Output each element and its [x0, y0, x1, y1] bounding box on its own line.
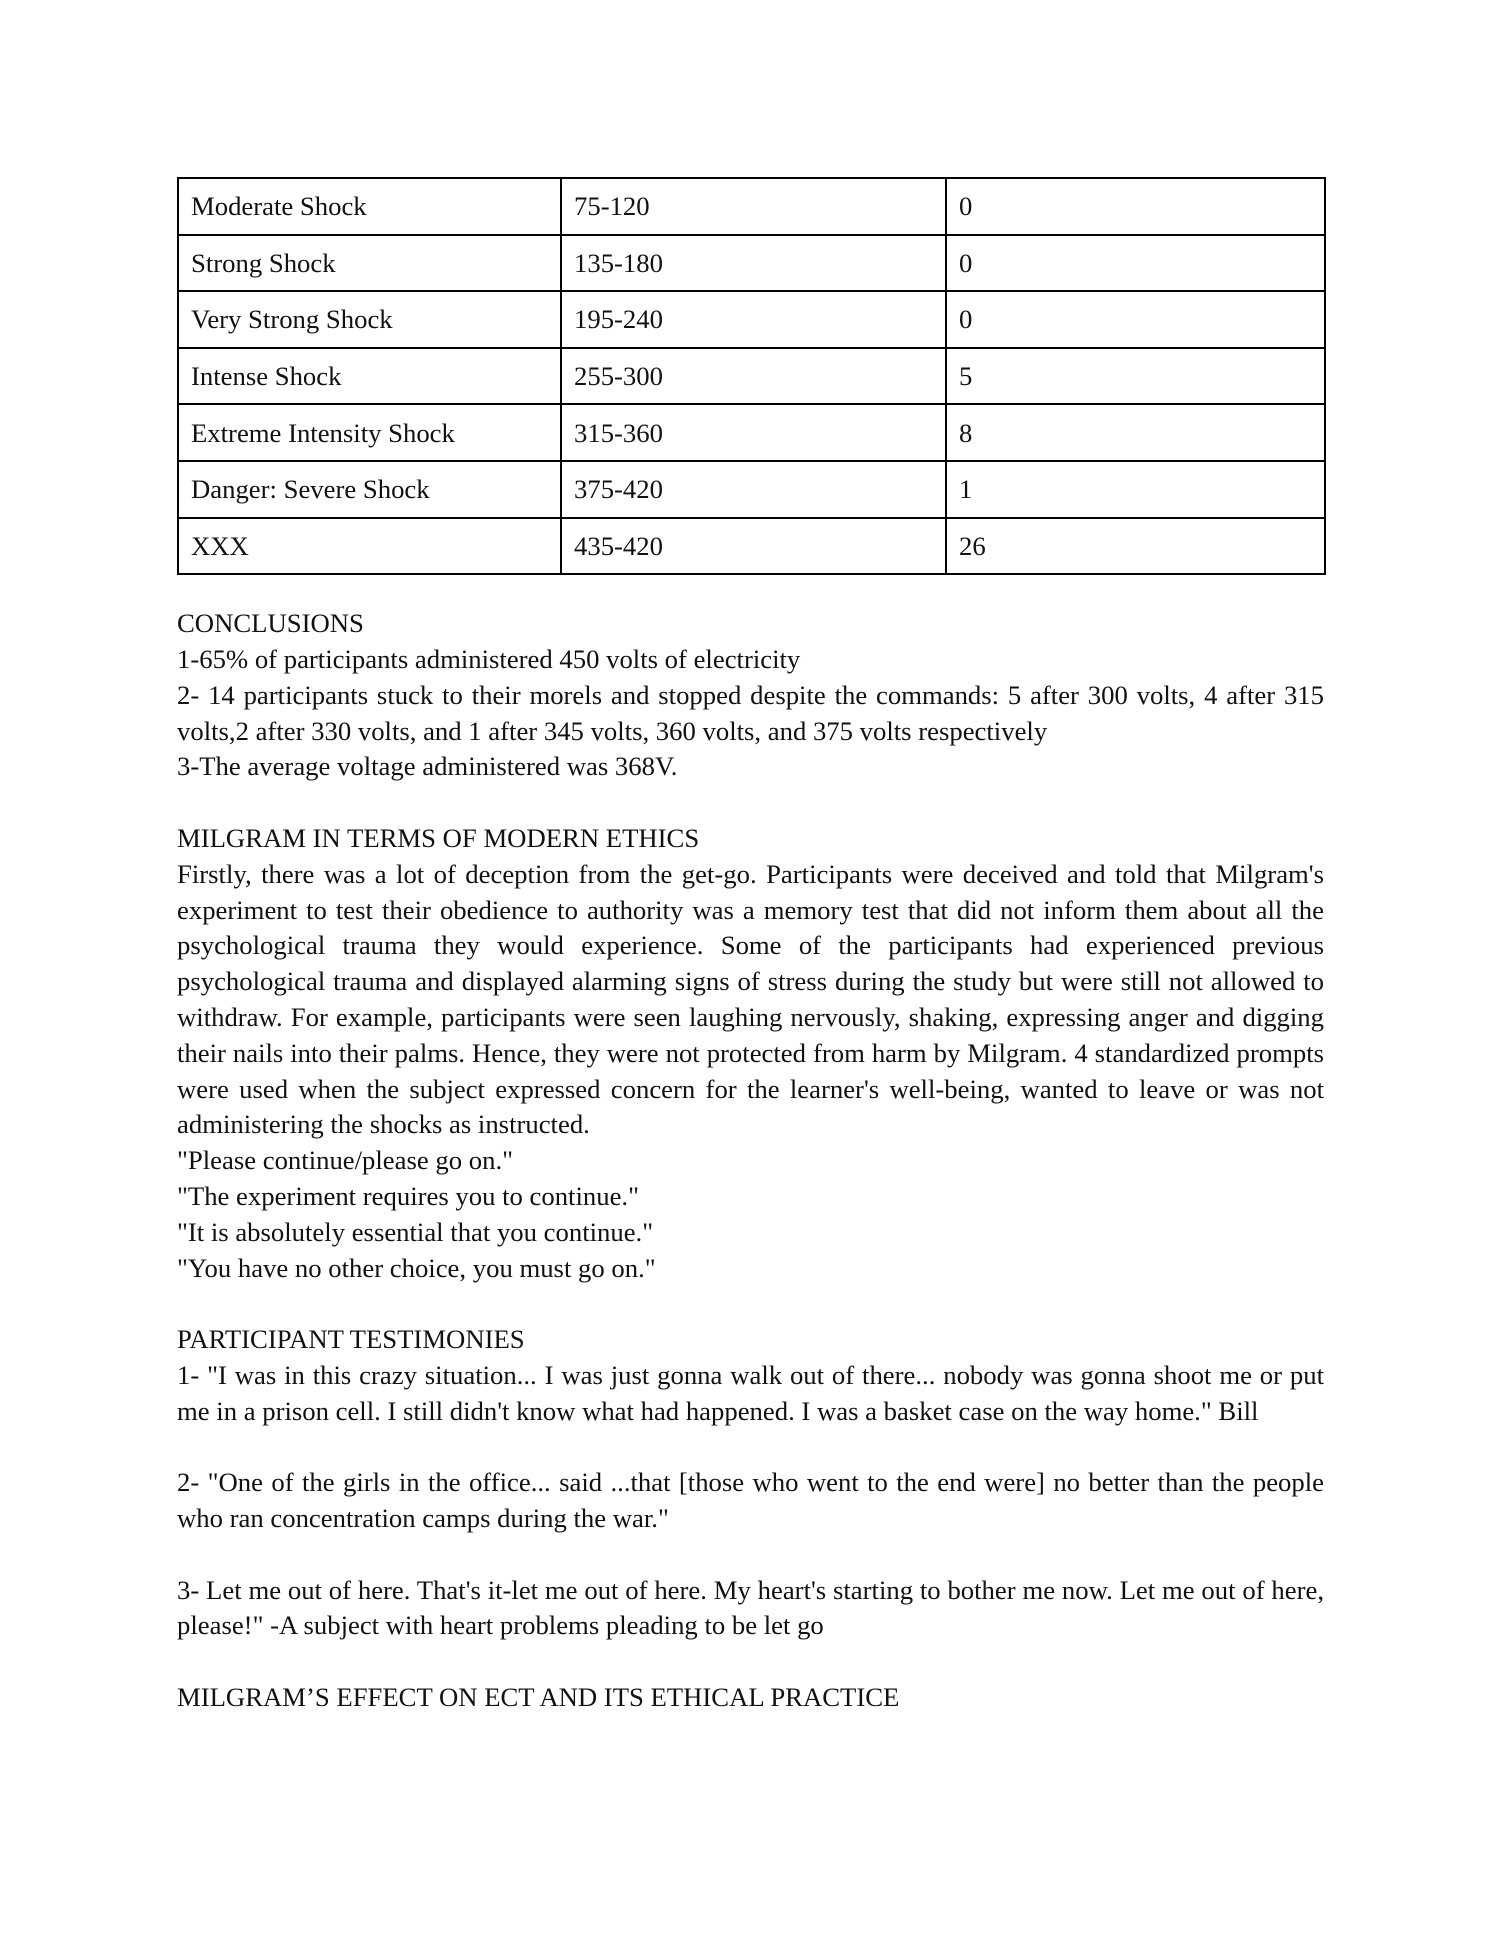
ect-effect-section: [177, 1680, 1324, 1716]
shock-label-cell: Strong Shock: [178, 235, 561, 292]
table-row: [178, 235, 1325, 292]
voltage-range-cell: 75-120: [561, 178, 946, 235]
participant-count-cell: 0: [946, 291, 1325, 348]
testimony-item: 3- Let me out of here. That's it-let me out of here. My heart's starting to bother me now. Let me out of here, please!" -A subject with heart problems pleading to be let go: [177, 1574, 1324, 1641]
participant-count-cell: 1: [946, 461, 1325, 518]
shock-label-cell: XXX: [178, 518, 561, 575]
conclusions-section: [177, 606, 1324, 785]
spacer: [177, 785, 1324, 821]
shock-label-cell: Moderate Shock: [178, 178, 561, 235]
participant-count-cell: 0: [946, 178, 1325, 235]
ethics-paragraph: Firstly, there was a lot of deception from the get-go. Participants were deceived and told that Milgram's experiment to test their obedience to authority was a memory test that did not inform them about all the psychological trauma they would experience. Some of the participants had experienced previous psychological trauma and displayed alarming signs of stress during the study but were still not allowed to withdraw. For example, participants were seen laughing nervously, shaking, expressing anger and digging their nails into their palms. Hence, they were not protected from harm by Milgram. 4 standardized prompts were used when the subject expressed concern for the learner's well-being, wanted to leave or was not administering the shocks as instructed.: [177, 858, 1324, 1140]
testimonies-heading: PARTICIPANT TESTIMONIES: [177, 1324, 525, 1355]
shock-label-cell: Very Strong Shock: [178, 291, 561, 348]
voltage-range-cell: 135-180: [561, 235, 946, 292]
participant-count-cell: 26: [946, 518, 1325, 575]
shock-levels-table: [177, 177, 1326, 575]
conclusion-item: 1-65% of participants administered 450 volts of electricity: [177, 643, 801, 674]
table-row: [178, 404, 1325, 461]
ethics-section: [177, 821, 1324, 1286]
shock-label-cell: Danger: Severe Shock: [178, 461, 561, 518]
voltage-range-cell: 435-420: [561, 518, 946, 575]
spacer: [177, 1429, 1324, 1465]
participant-count-cell: 8: [946, 404, 1325, 461]
testimony-item: 1- "I was in this crazy situation... I was just gonna walk out of there... nobody was gonna shoot me or put me in a prison cell. I still didn't know what had happened. I was a basket case on the way home." Bill: [177, 1359, 1324, 1426]
conclusions-heading: CONCLUSIONS: [177, 608, 364, 639]
participant-count-cell: 5: [946, 348, 1325, 405]
participant-count-cell: 0: [946, 235, 1325, 292]
standard-prompt: "You have no other choice, you must go on.": [177, 1252, 656, 1283]
conclusion-item: 3-The average voltage administered was 368V.: [177, 751, 678, 782]
shock-label-cell: Extreme Intensity Shock: [178, 404, 561, 461]
voltage-range-cell: 375-420: [561, 461, 946, 518]
spacer: [177, 1286, 1324, 1322]
spacer: [177, 1644, 1324, 1680]
ect-effect-heading: MILGRAM’S EFFECT ON ECT AND ITS ETHICAL PRACTICE: [177, 1682, 900, 1713]
voltage-range-cell: 255-300: [561, 348, 946, 405]
table-row: [178, 348, 1325, 405]
table-row: [178, 518, 1325, 575]
voltage-range-cell: 315-360: [561, 404, 946, 461]
testimonies-section: [177, 1322, 1324, 1644]
spacer: [177, 1537, 1324, 1573]
shock-label-cell: Intense Shock: [178, 348, 561, 405]
testimony-item: 2- "One of the girls in the office... said ...that [those who went to the end were] no better than the people who ran concentration camps during the war.": [177, 1467, 1324, 1534]
voltage-range-cell: 195-240: [561, 291, 946, 348]
document-page: [177, 177, 1324, 1716]
conclusion-item: 2- 14 participants stuck to their morels and stopped despite the commands: 5 after 300 volts, 4 after 315 volts,2 after 330 volts, and 1 after 345 volts, 360 volts, and 375 volts respectively: [177, 679, 1324, 746]
standard-prompt: "It is absolutely essential that you continue.": [177, 1216, 654, 1247]
table-row: [178, 461, 1325, 518]
standard-prompt: "Please continue/please go on.": [177, 1145, 514, 1176]
ethics-heading: MILGRAM IN TERMS OF MODERN ETHICS: [177, 822, 700, 853]
table-row: [178, 178, 1325, 235]
document-body: [177, 606, 1324, 1716]
table-row: [178, 291, 1325, 348]
standard-prompt: "The experiment requires you to continue.": [177, 1180, 639, 1211]
